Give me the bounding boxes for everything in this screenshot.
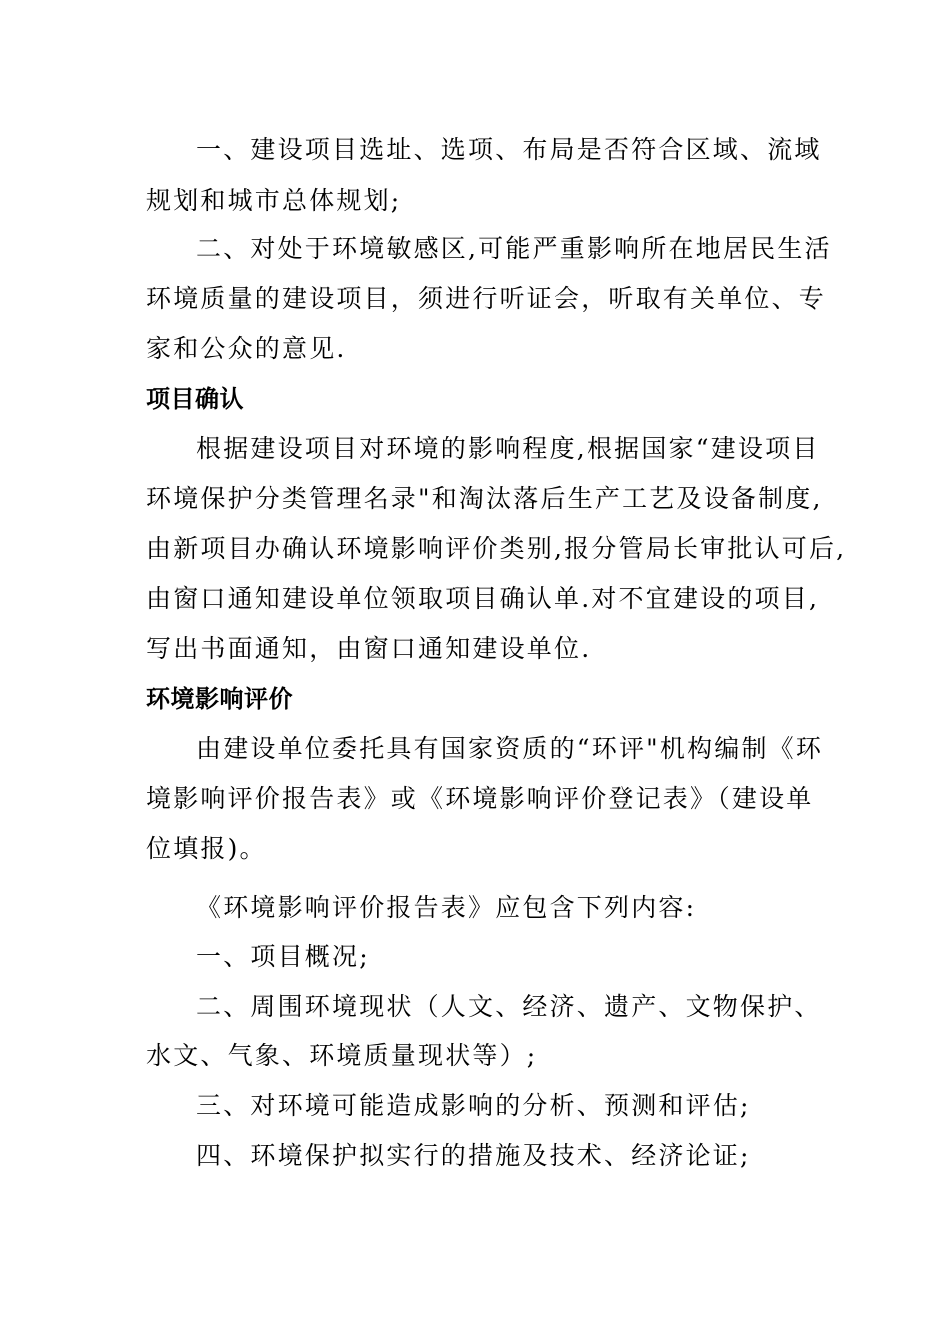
paragraph-line: 由建设单位委托具有国家资质的“环评"机构编制《环 [196, 734, 824, 763]
paragraph-line: 由新项目办确认环境影响评价类别,报分管局长审批认可后, [146, 534, 847, 563]
paragraph-line: 《环境影响评价报告表》应包含下列内容: [196, 893, 697, 922]
paragraph-line: 位填报)。 [146, 834, 267, 863]
paragraph-line: 环境质量的建设项目，须进行听证会，听取有关单位、专 [146, 284, 827, 313]
list-item: 一、项目概况; [196, 942, 370, 971]
paragraph-line: 境影响评价报告表》或《环境影响评价登记表》（建设单 [146, 784, 814, 813]
paragraph-line: 环境保护分类管理名录"和淘汰落后生产工艺及设备制度, [146, 484, 823, 513]
list-item-continuation: 水文、气象、环境质量现状等）; [146, 1041, 538, 1070]
paragraph-line: 一、建设项目选址、选项、布局是否符合区域、流域 [196, 135, 822, 164]
paragraph-line: 由窗口通知建设单位领取项目确认单.对不宜建设的项目, [146, 584, 820, 613]
paragraph-line: 写出书面通知，由窗口通知建设单位. [146, 634, 592, 663]
list-item: 二、周围环境现状（人文、经济、遗产、文物保护、 [196, 992, 822, 1021]
section-heading-project-confirmation: 项目确认 [146, 385, 244, 413]
paragraph-line: 根据建设项目对环境的影响程度,根据国家“建设项目 [196, 434, 820, 463]
list-item: 四、环境保护拟实行的措施及技术、经济论证; [196, 1141, 751, 1170]
paragraph-line: 二、对处于环境敏感区,可能严重影响所在地居民生活 [196, 234, 832, 263]
paragraph-line: 规划和城市总体规划; [146, 186, 402, 215]
paragraph-line: 家和公众的意见. [146, 334, 347, 363]
list-item: 三、对环境可能造成影响的分析、预测和评估; [196, 1091, 751, 1120]
section-heading-eia: 环境影响评价 [146, 685, 293, 713]
